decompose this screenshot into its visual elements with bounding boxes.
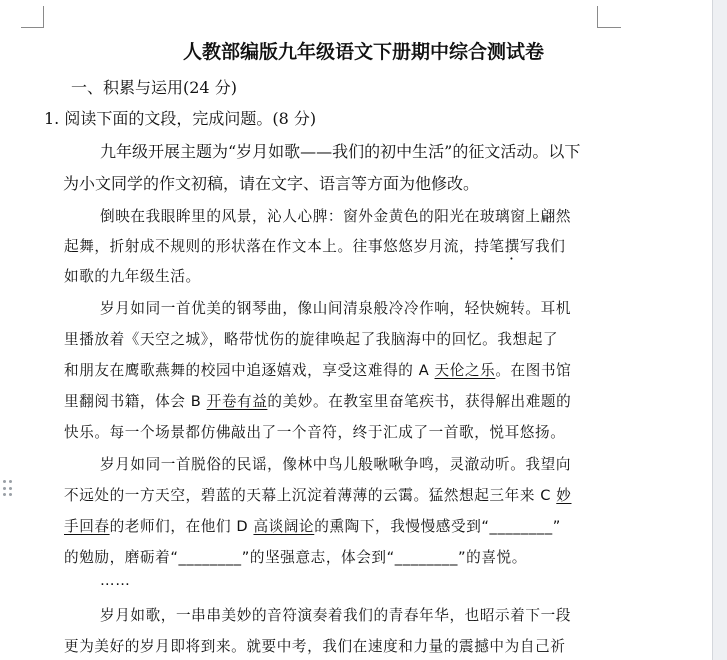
para1-line-1: 倒映在我眼眸里的风景，沁人心脾：窗外金黄色的阳光在玻璃窗上翩然 (100, 208, 572, 225)
dotted-char: 撰 (504, 238, 520, 255)
para3-line-4a: 的勉励，磨砺着“ (64, 549, 179, 566)
crop-mark-top-left-v (43, 6, 44, 28)
ellipsis: …… (100, 572, 131, 589)
underlined-phrase-c-end: 手回春 (64, 518, 110, 535)
para1-line-3: 如歌的九年级生活。 (64, 268, 201, 285)
blank-1: ________ (489, 518, 553, 535)
para2-line-3 (64, 359, 571, 380)
underlined-phrase-c-start: 妙 (556, 487, 572, 504)
underlined-phrase-d: 高谈阔论 (253, 518, 315, 535)
para3-line-3a: 的老师们，在他们 D (109, 518, 254, 535)
para4-line-2: 更为美好的岁月即将到来。就要中考，我们在速度和力量的震撼中为自己祈 (64, 638, 566, 655)
blank-3: ________ (394, 549, 458, 566)
para1-line-2a: 起舞，折射成不规则的形状落在作文本上。往事悠悠岁月流，持笔 (64, 238, 505, 255)
para2-line-5: 快乐。每一个场景都仿佛敲出了一个音符，终于汇成了一首歌，悦耳悠扬。 (64, 424, 566, 441)
document-title: 人教部编版九年级语文下册期中综合测试卷 (182, 41, 544, 63)
para3-line-1: 岁月如同一首脱俗的民谣，像林中鸟儿般啾啾争鸣，灵澈动听。我望向 (100, 456, 572, 473)
underlined-phrase-b: 开卷有益 (206, 393, 268, 410)
para1-line-2b: 写我们 (519, 238, 566, 255)
para2-line-3b: 。在图书馆 (495, 362, 572, 379)
crop-mark-top-right-v (597, 6, 598, 28)
para3-line-3 (64, 515, 561, 536)
para2-line-3a: 和朋友在鹰歌燕舞的校园中追逐嬉戏，享受这难得的 A (64, 362, 435, 379)
para2-line-2: 里播放着《天空之城》，略带忧伤的旋律唤起了我脑海中的回忆。我想起了 (64, 331, 559, 348)
scrollbar-track[interactable] (712, 0, 727, 660)
crop-mark-top-right-h (597, 27, 621, 28)
blank-2: ________ (178, 549, 242, 566)
underlined-phrase-a: 天伦之乐 (434, 362, 496, 379)
question-1-prompt: 1. 阅读下面的文段，完成问题。(8 分) (44, 109, 317, 128)
para3-line-4c: ”的喜悦。 (457, 549, 527, 566)
para3-line-4b: ”的坚强意志，体会到“ (241, 549, 395, 566)
intro-line-1: 九年级开展主题为“岁月如歌——我们的初中生活”的征文活动。以下 (100, 142, 581, 161)
para3-line-3b: 的熏陶下，我慢慢感受到“ (314, 518, 490, 535)
para3-line-4 (64, 546, 527, 567)
crop-mark-top-left-h (21, 27, 43, 28)
drag-handle-icon[interactable] (3, 480, 13, 498)
para2-line-4a: 里翻阅书籍，体会 B (64, 393, 207, 410)
section-heading: 一、积累与运用(24 分) (71, 78, 237, 97)
para2-line-4 (64, 390, 571, 411)
para2-line-4b: 的美妙。在教室里奋笔疾书，获得解出难题的 (267, 393, 572, 410)
para1-line-2 (64, 235, 565, 263)
para4-line-1: 岁月如歌，一串串美妙的音符演奏着我们的青春年华，也昭示着下一段 (100, 607, 572, 624)
para3-line-2 (64, 484, 571, 505)
intro-line-2: 为小文同学的作文初稿，请在文字、语言等方面为他修改。 (63, 174, 480, 193)
para3-line-2a: 不远处的一方天空，碧蓝的天幕上沉淀着薄薄的云霭。猛然想起三年来 C (64, 487, 557, 504)
para3-line-3c: ” (552, 518, 561, 535)
para2-line-1: 岁月如同一首优美的钢琴曲，像山间清泉般冷冷作响，轻快婉转。耳机 (100, 300, 572, 317)
